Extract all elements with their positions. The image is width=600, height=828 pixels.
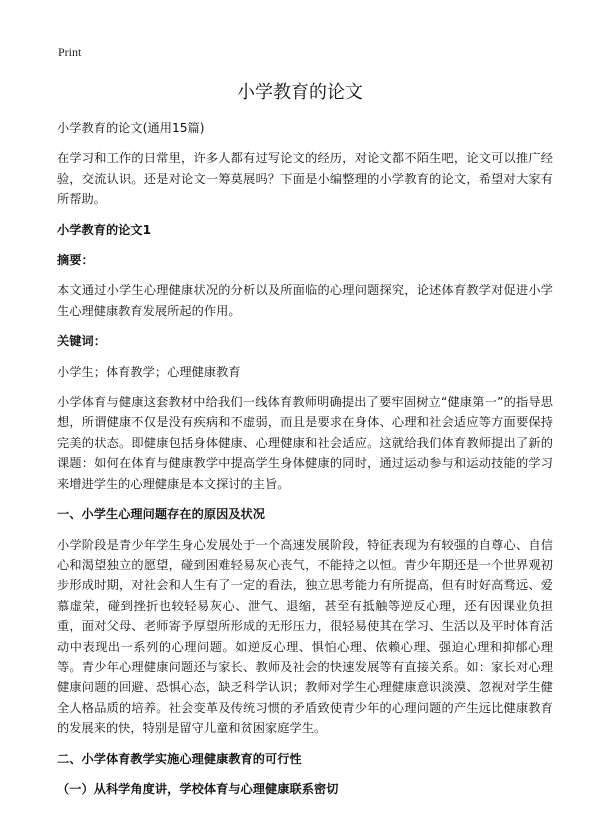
abstract-paragraph: 本文通过小学生心理健康状况的分析以及所面临的心理问题探究，论述体育教学对促进小学生心理健康教育发展所起的作用。 (57, 283, 553, 318)
intro-paragraph: 在学习和工作的日常里，许多人都有过写论文的经历，对论文都不陌生吧，论文可以推广经验，交流认识。还是对论文一筹莫展吗？下面是小编整理的小学教育的论文，希望对大家有所帮助。 (57, 151, 553, 207)
keywords-label: 关键词： (57, 334, 106, 349)
abstract-label: 摘要： (57, 253, 94, 268)
body-paragraph: 小学体育与健康这套教材中给我们一线体育教师明确提出了要牢固树立“健康第一”的指导思想，所谓健康不仅是没有疾病和不虚弱，而且是要求在身体、心理和社会适应等方面要保持完美的状态。即健康包括身体健康、心理健康和社会适应。这就给我们体育教师提出了新的课题：如何在体育与健康教学中提高学生身体健康的同时，通过运动参与和运动技能的学习来增进学生的心理健康是本文探讨的主旨。 (57, 395, 553, 491)
document-body (57, 118, 553, 809)
section-1-heading: 一、小学生心理问题存在的原因及状况 (57, 507, 266, 522)
section-1-paragraph: 小学阶段是青少年学生身心发展处于一个高速发展阶段，特征表现为有较强的自尊心、自信心和渴望独立的愿望，碰到困难轻易灰心丧气，不能持之以恒。青少年期还是一个世界观初步形成时期，对社会和人生有了一定的看法，独立思考能力有所提高，但有时好高骛远、爱慕虚荣，碰到挫折也较轻易灰心、泄气、退缩，甚至有抵触等逆反心理，还有因课业负担重，面对父母、老师寄予厚望所形成的无形压力，很轻易使其在学习、生活以及平时体育活动中表现出一系列的心理问题。如逆反心理、惧怕心理、依赖心理、强迫心理和抑郁心理等。青少年心理健康问题还与家长、教师及社会的快速发展等有直接关系。如：家长对心理健康问题的回避、恐惧心态，缺乏科学认识；教师对学生心理健康意识淡漠、忽视对学生健全人格品质的培养。社会变革及传统习惯的矛盾致使青少年的心理问题的产生远比健康教育的发展来的快，特别是留守儿童和贫困家庭学生。 (57, 537, 553, 736)
print-link[interactable]: Print (58, 45, 82, 59)
page-title: 小学教育的论文 (237, 82, 363, 103)
keywords-text: 小学生；体育教学；心理健康教育 (57, 364, 241, 379)
essay-heading: 小学教育的论文1 (57, 222, 152, 237)
document-subtitle: 小学教育的论文(通用15篇) (57, 121, 205, 135)
subsection-heading: （一）从科学角度讲，学校体育与心理健康联系密切 (57, 781, 339, 796)
section-2-heading: 二、小学体育教学实施心理健康教育的可行性 (57, 751, 302, 766)
